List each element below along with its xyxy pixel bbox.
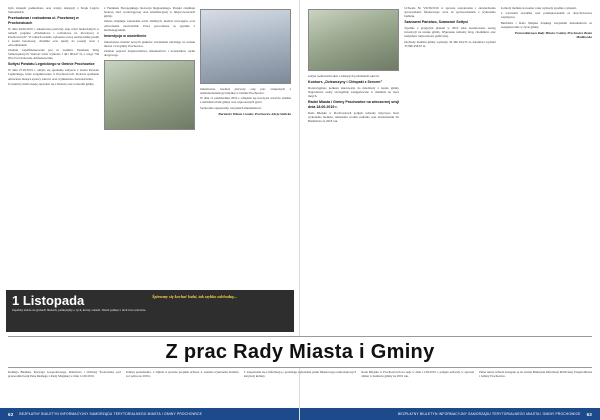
page-number-left: 62 [8, 411, 14, 417]
bottom-text: Komisja Budżetu, Rozwoju Gospodarczego, Rolnictwa i Ochrony Środowiska pod przewodnictwem Pana Radnego z Rady Miejskiej w dniu 11.09.2019. [8, 370, 121, 379]
bottom-text: Rada Miejska w Prochowicach na sesji w dniu 11.09.2019 r. podjęła uchwały w sprawie zmian w budżecie gminy na 2019 rok. [361, 370, 475, 379]
paragraph: Burmistrz i Rada Miejska dziękują wszystkim mieszkańcom za zaangażowanie w życie gminy. [500, 20, 592, 29]
headline-text: Z prac Rady Miasta i Gminy [165, 340, 435, 363]
paragraph: Rozstrzygnięto konkurs skierowany do młodzieży z terenu gminy. Nagrodzono osoby szczególnie zaangażowane w działania na rzecz innych. [308, 86, 400, 99]
paragraph: dochody budżetu na koniec roku wyniosły zgodnie z planem. [500, 6, 577, 10]
paragraph: Uczestnicy mieli okazję zapoznać się z historią oraz walorami gminy. [8, 81, 95, 86]
all-saints-banner [6, 290, 294, 332]
paragraph: Uchwała Nr VII/36/2019 w sprawie rozpatrzenia i zatwierdzenia sprawozdania finansowego wraz ze sprawozdaniem z wykonania budżetu. [404, 6, 496, 19]
section-heading: Inwestycja w oświetlenie [104, 33, 147, 38]
paragraph: Serdecznie zapraszamy wszystkich mieszkańców. [200, 105, 262, 110]
section-heading: Konkurs „Dziewczyny i Chłopaki z Sercem” [308, 80, 383, 85]
paragraph: Zakres obejmuje wykonanie robót ziemnych, montaż rurociągów oraz odtworzenie nawierzchni. Prace prowadzone są zgodnie z harmonogramem. [104, 19, 195, 32]
right-footer [300, 408, 600, 420]
paragraph: nym świętem podkreślono oraz wizytę delegacji z Kraju Ługów Saksońskich. [8, 6, 99, 15]
photo-building [200, 9, 291, 84]
paragraph: Rada Miejska w Prochowicach podjęła uchwały dotyczące m.in. wykonania budżetu, udzielenia wotum zaufania oraz absolutorium dla Burmistrza za 2018 rok. [308, 110, 400, 123]
page-number-right: 63 [586, 411, 592, 417]
bottom-columns [8, 370, 592, 406]
section-headline [8, 336, 592, 368]
section-heading: Radni Miasta i Gminy Prochowice na wieczornej sesji dnia 18.06.2019 r. [308, 100, 400, 109]
paragraph: Dochody budżetu gminy wyniosły 36 469 924,55 zł, natomiast wydatki 35 996 458,67 zł. [404, 39, 496, 48]
bottom-text: 3. Zapoznanie się z informacją o przebiegu wykonania planu finansowego samorządowych instytucji kultury. [243, 370, 357, 379]
paragraph: Zakończono również pierwszy etap prac związanych z termomodernizacją budynku w Gminie Prochowice. [200, 87, 291, 96]
footer-text-left: BEZPŁATNY BIULETYN INFORMACYJNY SAMORZĄDU TERYTORIALNEGO MIASTA I GMINY PROCHOWICE [19, 412, 203, 416]
paragraph: W dniu 11 października 2019 r. odbędzie się uroczyste otwarcie obiektu z udziałem władz gminy oraz zaproszonych gości. [200, 96, 291, 105]
paragraph: sołtysi rozmawiali także o bieżących problemach sołectw. [308, 74, 380, 78]
bottom-text: Pełne teksty uchwał dostępne są na stronie Biuletynu Informacji Publicznej Urzędu Miasta i Gminy Prochowice. [479, 370, 592, 379]
banner-text: Zapalmy znicze na grobach bliskich, pamiętajmy o tych, którzy odeszli. Niech pamięć o nich trwa wiecznie. [12, 308, 147, 312]
section-heading: Szanowni Państwo, Szanowni Sołtysi [404, 20, 469, 25]
section-heading: Sołtysi Powiatu Legnickiego w Gminie Prochowice [8, 62, 95, 67]
photo-investment [104, 60, 195, 130]
signature: Przewodnicząca Rady Miasta i Gminy Prochowice Beata Madlowska [515, 30, 592, 39]
bottom-text: Tematy posiedzenia: 1. Opinia w sprawie projektu uchwał. 2. Analiza wykonania budżetu za I półrocze 2019 r. [125, 370, 239, 379]
paragraph: W dniu 04.06.2019 r. zakończono pierwszy etap robót budowlanych w ramach projektu „Przebudowa i rozbudowa ul. Pocztowej w Prochowicach”. W ramach zadania wykonano nową nawierzchnię jezdni z kostki betonowej, chodniki oraz zjazdy do posesji wraz z odwodnieniem. [8, 26, 99, 47]
banner-quote: Śpieszmy się kochać ludzi, tak szybko odchodzą... [152, 294, 237, 299]
left-footer [0, 408, 299, 420]
footer-text-right: BEZPŁATNY BIULETYN INFORMACYJNY SAMORZĄDU TERYTORIALNEGO MIASTA I GMINY PROCHOWICE [397, 412, 581, 416]
paragraph: z Funduszu Europejskiego Rozwoju Regionalnego. Projekt obejmuje budowę sieci wodociągowej oraz kanalizacyjnej w miejscowościach gminy. [104, 6, 195, 19]
banner-title: 1 Listopada [12, 293, 85, 308]
paragraph: Zadanie współfinansowane jest ze środków Funduszu Dróg Samorządowych. Wartość robót wyniosła 1 461 904,47 zł, z czego 730 952,23 zł stanowiło dofinansowanie. [8, 48, 99, 61]
photo-meeting [308, 9, 399, 71]
paragraph: Zadanie poprawi bezpieczeństwo mieszkańców i uczestników ruchu drogowego. [104, 49, 195, 58]
paragraph: Zakończono montaż nowych punktów oświetlenia ulicznego na terenie miasta i wsi gminy Prochowice. [104, 39, 195, 48]
paragraph: Zgodnie z przyjętym planem w 2019 roku zrealizowano szereg inwestycji na terenie gminy. Wykonano remonty dróg, chodników oraz budynków użyteczności publicznej. [404, 26, 496, 39]
paragraph: W dniu 27.05.2019 r. odbyło się spotkanie sołtysów z terenu Powiatu Legnickiego, które zorganizowano w Prochowicach. Podczas spotkania omówiono bieżące sprawy sołectw oraz wymieniono doświadczenia. [8, 68, 99, 81]
signature: Burmistrz Miasta i Gminy Prochowice Alicja Sielicka [218, 111, 291, 116]
section-heading: Przebudowa i rozbudowa ul. Pocztowej w Prochowicach [8, 16, 79, 25]
paragraph: Z wyrazami szacunku oraz podziękowaniem za dotychczasową współpracę. [500, 11, 592, 20]
